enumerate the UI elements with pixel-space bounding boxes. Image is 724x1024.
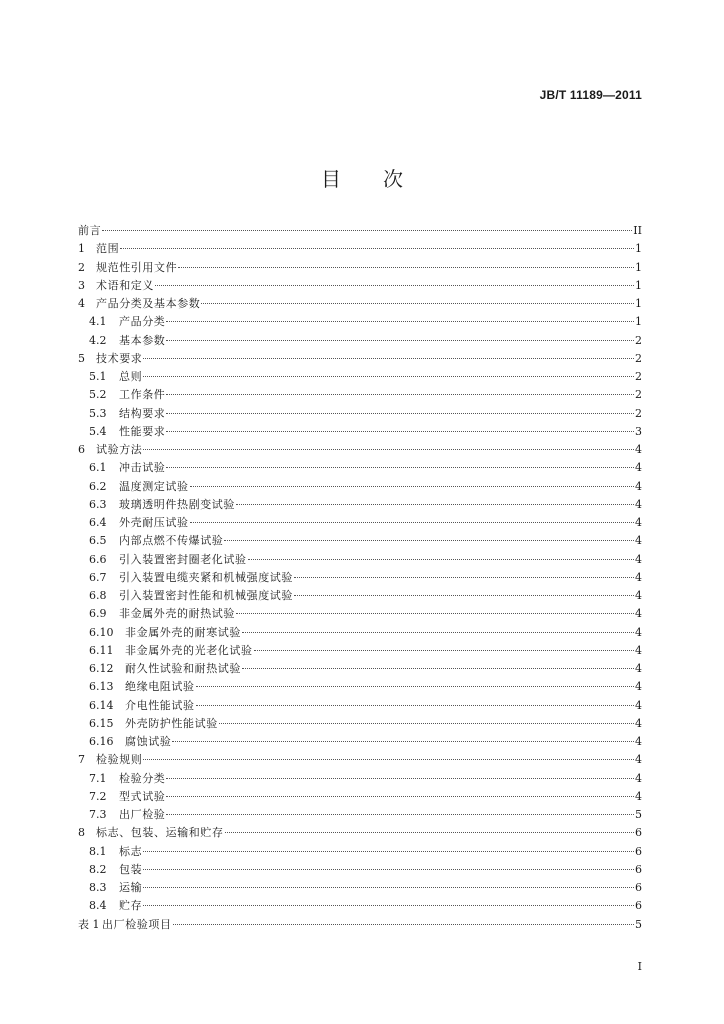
toc-entry-number: 6.11 bbox=[89, 643, 114, 657]
toc-entry[interactable] bbox=[78, 478, 642, 496]
toc-entry-title: 出厂检验 bbox=[119, 808, 166, 821]
toc-entry-title: 引入装置电缆夹紧和机械强度试验 bbox=[119, 570, 293, 584]
toc-entry-page: 6 bbox=[635, 862, 642, 876]
toc-leader-dots bbox=[201, 303, 634, 304]
toc-entry-page: 1 bbox=[635, 242, 642, 256]
toc-leader-dots bbox=[166, 814, 634, 815]
toc-entry[interactable] bbox=[78, 642, 642, 660]
toc-leader-dots bbox=[248, 559, 634, 560]
toc-entry-page: 2 bbox=[635, 388, 642, 402]
toc-leader-dots bbox=[166, 413, 634, 414]
toc-entry-number: 6.12 bbox=[89, 662, 114, 675]
toc-entry-number: 6.4 bbox=[89, 516, 107, 529]
toc-leader-dots bbox=[143, 358, 634, 359]
toc-entry-page: 4 bbox=[635, 643, 642, 657]
toc-entry-title: 规范性引用文件 bbox=[96, 260, 178, 274]
toc-entry-title: 包装 bbox=[119, 862, 143, 876]
toc-entry[interactable] bbox=[78, 350, 642, 368]
toc-entry-number: 2 bbox=[78, 260, 85, 274]
toc-entry-page: 5 bbox=[635, 917, 642, 931]
toc-entry-page: 4 bbox=[635, 479, 642, 493]
toc-entry-page: 4 bbox=[635, 789, 642, 803]
page-title bbox=[0, 163, 724, 192]
toc-entry-page: 2 bbox=[635, 406, 642, 420]
toc-entry-page: 6 bbox=[635, 826, 642, 840]
toc-entry-number: 表 1 bbox=[78, 917, 100, 931]
toc-entry-number: 7.3 bbox=[89, 808, 107, 821]
toc-entry-title: 试验方法 bbox=[96, 443, 143, 456]
toc-entry-number: 6.14 bbox=[89, 698, 114, 712]
toc-entry-number: 5.4 bbox=[89, 424, 107, 438]
toc-entry-number: 5.3 bbox=[89, 406, 107, 420]
toc-entry-title: 技术要求 bbox=[96, 351, 143, 365]
toc-entry-page: 6 bbox=[635, 899, 642, 913]
toc-leader-dots bbox=[219, 723, 634, 724]
toc-entry-number: 6.1 bbox=[89, 461, 107, 475]
toc-entry-number: 7 bbox=[78, 753, 85, 767]
toc-entry-number: 1 bbox=[78, 242, 85, 256]
toc-entry[interactable] bbox=[78, 843, 642, 861]
toc-leader-dots bbox=[143, 376, 634, 377]
toc-entry-page: 6 bbox=[635, 881, 642, 894]
toc-entry-number: 6.5 bbox=[89, 534, 107, 548]
toc-entry[interactable] bbox=[78, 240, 642, 258]
toc-leader-dots bbox=[143, 449, 634, 450]
toc-leader-dots bbox=[143, 851, 634, 852]
toc-leader-dots bbox=[166, 467, 634, 468]
toc-leader-dots bbox=[102, 230, 632, 231]
toc-entry-page: 4 bbox=[635, 753, 642, 767]
toc-entry[interactable] bbox=[78, 788, 642, 806]
toc-entry-number: 5.2 bbox=[89, 388, 107, 402]
toc-entry-number: 7.2 bbox=[89, 789, 107, 803]
toc-entry-number: 7.1 bbox=[89, 771, 107, 785]
toc-leader-dots bbox=[190, 522, 634, 523]
toc-entry-number: 6.2 bbox=[89, 479, 107, 493]
toc-leader-dots bbox=[143, 887, 634, 888]
title-part-1: 目 bbox=[321, 167, 341, 191]
toc-entry-page: 4 bbox=[635, 516, 642, 529]
toc-entry[interactable] bbox=[78, 806, 642, 824]
toc-entry-number: 5 bbox=[78, 351, 85, 365]
toc-entry-title: 非金属外壳的耐热试验 bbox=[119, 607, 235, 621]
toc-entry-page: 3 bbox=[635, 424, 642, 438]
toc-leader-dots bbox=[155, 285, 634, 286]
toc-leader-dots bbox=[143, 759, 634, 760]
toc-entry[interactable] bbox=[78, 678, 642, 696]
toc-entry[interactable] bbox=[78, 295, 642, 313]
toc-entry-page: 4 bbox=[635, 771, 642, 785]
toc-entry[interactable] bbox=[78, 441, 642, 459]
toc-entry-page: 4 bbox=[635, 735, 642, 748]
toc-leader-dots bbox=[178, 267, 634, 268]
toc-entry-page: 4 bbox=[635, 607, 642, 621]
toc-entry-page: 4 bbox=[635, 534, 642, 548]
toc-entry[interactable] bbox=[78, 624, 642, 642]
toc-entry-page: 4 bbox=[635, 589, 642, 602]
toc-entry[interactable] bbox=[78, 587, 642, 605]
toc-entry[interactable] bbox=[78, 532, 642, 550]
toc-entry-title: 基本参数 bbox=[119, 333, 166, 347]
toc-entry-number: 8 bbox=[78, 826, 85, 840]
toc-entry-page: 5 bbox=[635, 808, 642, 821]
toc-entry-number: 5.1 bbox=[89, 370, 107, 383]
toc-entry[interactable] bbox=[78, 405, 642, 423]
toc-entry-page: 4 bbox=[635, 716, 642, 730]
toc-entry-page: 1 bbox=[635, 315, 642, 329]
toc-entry-title: 内部点燃不传爆试验 bbox=[119, 534, 224, 548]
toc-leader-dots bbox=[242, 632, 634, 633]
toc-leader-dots bbox=[190, 486, 634, 487]
toc-entry[interactable] bbox=[78, 222, 642, 240]
toc-entry-page: 2 bbox=[635, 370, 642, 383]
toc-entry[interactable] bbox=[78, 660, 642, 678]
toc-leader-dots bbox=[120, 248, 634, 249]
toc-entry[interactable] bbox=[78, 551, 642, 569]
toc-leader-dots bbox=[225, 832, 634, 833]
toc-entry-title: 总则 bbox=[119, 370, 143, 383]
toc-leader-dots bbox=[166, 340, 634, 341]
toc-entry-number: 6.9 bbox=[89, 607, 107, 621]
toc-leader-dots bbox=[196, 686, 634, 687]
toc-entry-number: 4.1 bbox=[89, 315, 107, 329]
toc-leader-dots bbox=[242, 668, 634, 669]
toc-entry-title: 玻璃透明件热剧变试验 bbox=[119, 497, 235, 511]
toc-entry-page: II bbox=[633, 224, 642, 237]
toc-entry-number: 6.15 bbox=[89, 716, 114, 730]
toc-entry-number: 6.3 bbox=[89, 497, 107, 511]
toc-entry[interactable] bbox=[78, 459, 642, 477]
toc-leader-dots bbox=[166, 394, 634, 395]
toc-entry-page: 4 bbox=[635, 625, 642, 639]
toc-entry-page: 1 bbox=[635, 260, 642, 274]
toc-leader-dots bbox=[172, 741, 634, 742]
toc-entry-title: 运输 bbox=[119, 881, 143, 894]
toc-leader-dots bbox=[254, 650, 634, 651]
toc-entry[interactable] bbox=[78, 697, 642, 715]
toc-leader-dots bbox=[166, 431, 634, 432]
toc-entry-title: 性能要求 bbox=[119, 424, 166, 438]
toc-entry-title: 引入装置密封圈老化试验 bbox=[119, 552, 247, 566]
toc-entry-title: 检验规则 bbox=[96, 753, 143, 767]
toc-entry-number: 8.3 bbox=[89, 881, 107, 894]
toc-leader-dots bbox=[294, 595, 634, 596]
toc-entry-page: 2 bbox=[635, 351, 642, 365]
toc-entry-title: 术语和定义 bbox=[96, 278, 154, 292]
toc-entry[interactable] bbox=[78, 879, 642, 897]
toc-entry-title: 前言 bbox=[78, 224, 102, 237]
toc-leader-dots bbox=[143, 905, 634, 906]
toc-entry[interactable] bbox=[78, 496, 642, 514]
toc-entry-title: 温度测定试验 bbox=[119, 479, 189, 493]
toc-entry-number: 6.8 bbox=[89, 589, 107, 602]
toc-entry[interactable] bbox=[78, 897, 642, 915]
toc-entry-number: 6.13 bbox=[89, 680, 114, 694]
toc-entry-number: 4 bbox=[78, 297, 85, 310]
table-of-contents bbox=[78, 222, 642, 934]
toc-entry-page: 4 bbox=[635, 698, 642, 712]
toc-leader-dots bbox=[236, 504, 634, 505]
toc-entry-page: 6 bbox=[635, 844, 642, 858]
title-part-2: 次 bbox=[383, 167, 403, 191]
toc-entry-page: 1 bbox=[635, 297, 642, 310]
toc-entry-title: 耐久性试验和耐热试验 bbox=[125, 662, 241, 675]
toc-entry-number: 3 bbox=[78, 278, 85, 292]
page-number: I bbox=[637, 960, 642, 973]
toc-entry-title: 范围 bbox=[96, 242, 120, 256]
toc-leader-dots bbox=[294, 577, 634, 578]
toc-entry-title: 外壳防护性能试验 bbox=[125, 716, 218, 730]
toc-entry-page: 4 bbox=[635, 552, 642, 566]
toc-entry[interactable] bbox=[78, 770, 642, 788]
toc-entry[interactable] bbox=[78, 423, 642, 441]
toc-entry-title: 介电性能试验 bbox=[125, 698, 195, 712]
toc-entry-title: 出厂检验项目 bbox=[102, 917, 172, 931]
toc-leader-dots bbox=[196, 705, 634, 706]
toc-entry[interactable] bbox=[78, 824, 642, 842]
toc-entry-number: 4.2 bbox=[89, 333, 107, 347]
toc-entry[interactable] bbox=[78, 751, 642, 769]
toc-entry-title: 非金属外壳的耐寒试验 bbox=[125, 625, 241, 639]
toc-entry-title: 外壳耐压试验 bbox=[119, 516, 189, 529]
toc-entry-title: 绝缘电阻试验 bbox=[125, 680, 195, 694]
toc-entry-title: 标志、包装、运输和贮存 bbox=[96, 826, 224, 840]
toc-entry-number: 6.7 bbox=[89, 570, 107, 584]
toc-entry-number: 8.2 bbox=[89, 862, 107, 876]
toc-entry-title: 检验分类 bbox=[119, 771, 166, 785]
toc-entry[interactable] bbox=[78, 259, 642, 277]
toc-entry[interactable] bbox=[78, 605, 642, 623]
toc-leader-dots bbox=[224, 540, 634, 541]
toc-entry-page: 4 bbox=[635, 662, 642, 675]
toc-entry-page: 4 bbox=[635, 443, 642, 456]
toc-entry-number: 6.10 bbox=[89, 625, 114, 639]
toc-entry-title: 腐蚀试验 bbox=[125, 735, 172, 748]
toc-leader-dots bbox=[166, 321, 634, 322]
toc-entry[interactable] bbox=[78, 514, 642, 532]
toc-entry-title: 引入装置密封性能和机械强度试验 bbox=[119, 589, 293, 602]
toc-entry-number: 6.6 bbox=[89, 552, 107, 566]
toc-entry[interactable] bbox=[78, 715, 642, 733]
toc-entry-title: 贮存 bbox=[119, 899, 143, 913]
toc-entry-page: 1 bbox=[635, 278, 642, 292]
toc-entry-number: 8.1 bbox=[89, 844, 107, 858]
toc-entry-number: 6 bbox=[78, 443, 85, 456]
toc-leader-dots bbox=[166, 796, 634, 797]
toc-entry-title: 冲击试验 bbox=[119, 461, 166, 475]
toc-entry-title: 标志 bbox=[119, 844, 143, 858]
toc-entry[interactable] bbox=[78, 313, 642, 331]
toc-entry[interactable] bbox=[78, 386, 642, 404]
toc-entry[interactable] bbox=[78, 916, 642, 934]
toc-entry-page: 4 bbox=[635, 680, 642, 694]
toc-entry[interactable] bbox=[78, 332, 642, 350]
toc-entry-title: 产品分类 bbox=[119, 315, 166, 329]
toc-entry[interactable] bbox=[78, 368, 642, 386]
toc-leader-dots bbox=[143, 869, 634, 870]
toc-leader-dots bbox=[173, 924, 634, 925]
toc-entry-page: 4 bbox=[635, 497, 642, 511]
toc-entry-title: 产品分类及基本参数 bbox=[96, 297, 201, 310]
toc-entry[interactable] bbox=[78, 277, 642, 295]
toc-leader-dots bbox=[166, 778, 634, 779]
toc-entry[interactable] bbox=[78, 569, 642, 587]
toc-entry-number: 8.4 bbox=[89, 899, 107, 913]
toc-entry-title: 非金属外壳的光老化试验 bbox=[125, 643, 253, 657]
toc-entry-number: 6.16 bbox=[89, 735, 114, 748]
toc-leader-dots bbox=[236, 613, 634, 614]
toc-entry-title: 工作条件 bbox=[119, 388, 166, 402]
toc-entry-title: 结构要求 bbox=[119, 406, 166, 420]
toc-entry[interactable] bbox=[78, 861, 642, 879]
toc-entry-title: 型式试验 bbox=[119, 789, 166, 803]
toc-entry-page: 4 bbox=[635, 570, 642, 584]
toc-entry[interactable] bbox=[78, 733, 642, 751]
doc-code: JB/T 11189—2011 bbox=[539, 88, 642, 102]
toc-entry-page: 2 bbox=[635, 333, 642, 347]
toc-entry-page: 4 bbox=[635, 461, 642, 475]
